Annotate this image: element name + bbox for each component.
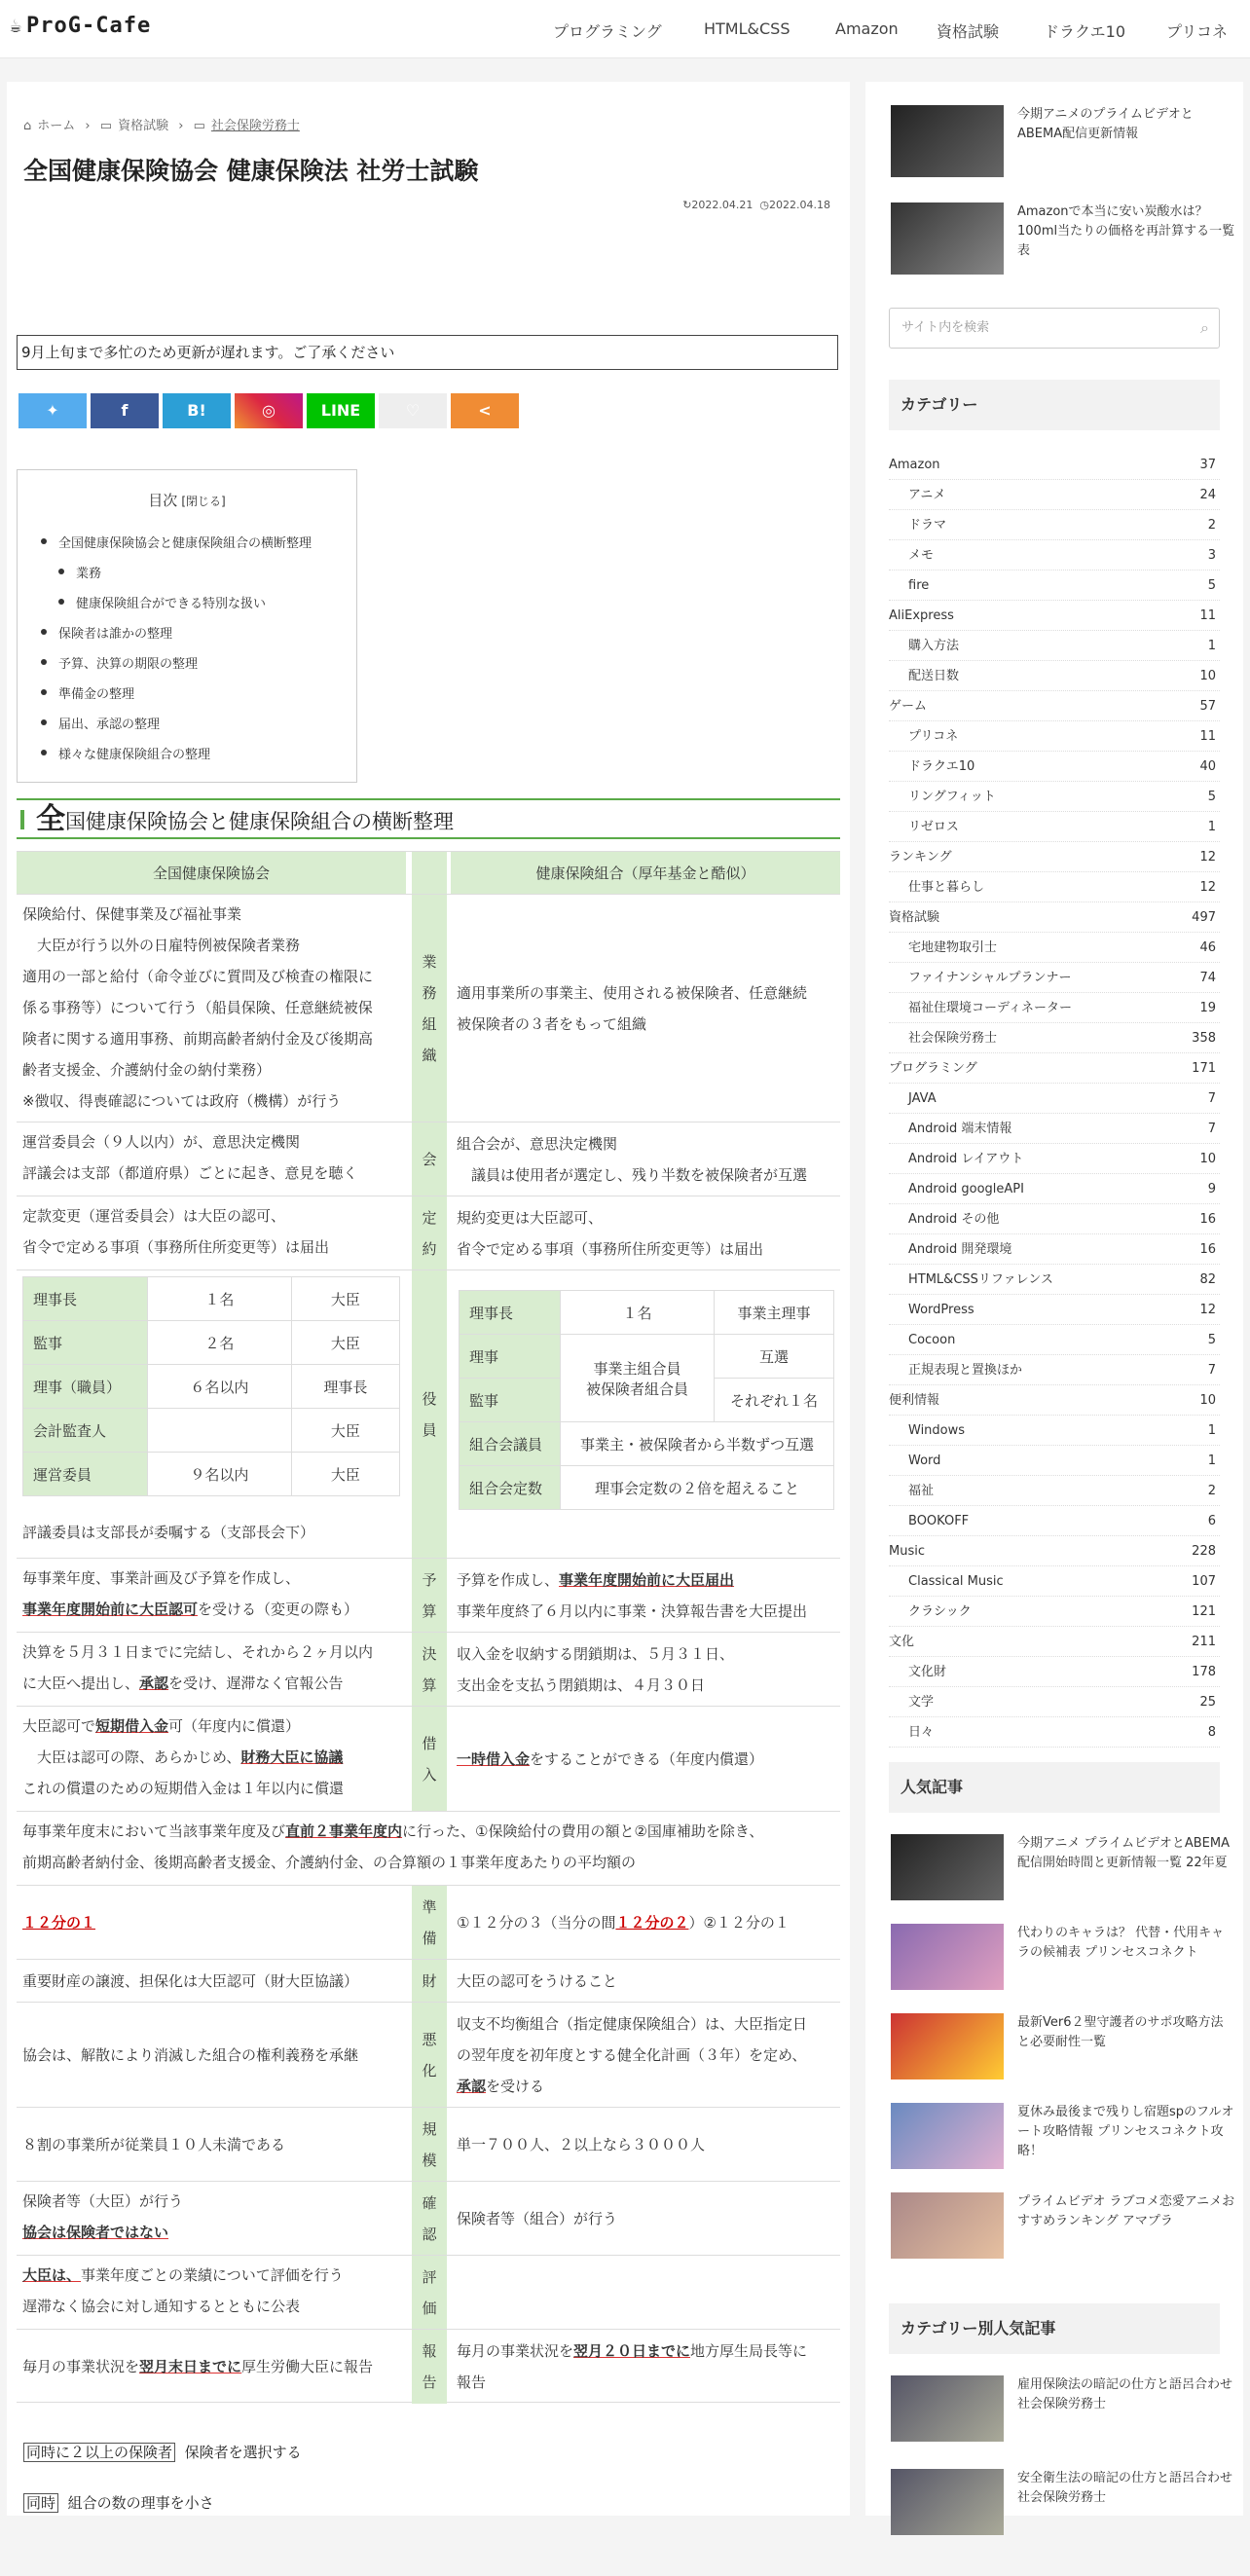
- category-item[interactable]: WordPress 12: [889, 1295, 1220, 1325]
- post-thumbnail: [891, 2192, 1004, 2259]
- category-count: 171: [1192, 1061, 1216, 1076]
- table-row: [17, 1270, 840, 1558]
- category-item[interactable]: Android googleAPI 9: [889, 1174, 1220, 1204]
- category-item[interactable]: BOOKOFF 6: [889, 1506, 1220, 1536]
- category-item[interactable]: メモ 3: [889, 540, 1220, 570]
- category-count: 1: [1207, 820, 1216, 834]
- category-item[interactable]: アニメ 24: [889, 480, 1220, 510]
- category-count: 178: [1192, 1665, 1216, 1679]
- category-item[interactable]: Android 開発環境 16: [889, 1234, 1220, 1265]
- category-item[interactable]: 文化 211: [889, 1627, 1220, 1657]
- instagram-icon: ◎: [262, 401, 276, 420]
- category-item[interactable]: プログラミング 171: [889, 1053, 1220, 1084]
- row-label: 財: [412, 1960, 447, 2003]
- categories-title: カテゴリー: [889, 380, 1220, 430]
- table-row: 協会は、解散により消滅した組合の権利義務を承継 悪化 収支不均衡組合（指定健康保険組合）は、大臣指定日 の翌年度を初年度とする健全化計画（３年）を定め、 承認を受ける: [17, 2002, 840, 2107]
- chevron-right-icon: ›: [178, 119, 184, 133]
- category-count: 5: [1207, 790, 1216, 804]
- category-item[interactable]: ゲーム 57: [889, 691, 1220, 721]
- toc-title: 目次: [148, 492, 178, 509]
- category-item[interactable]: Android レイアウト 10: [889, 1144, 1220, 1174]
- popular-post[interactable]: 夏休み最後まで残りし宿題spのフルオート攻略情報 プリンセスコネクト攻略！: [891, 2103, 1233, 2210]
- toc-item[interactable]: 業務: [41, 563, 312, 593]
- category-item[interactable]: ファイナンシャルプランナー 74: [889, 963, 1220, 993]
- breadcrumb: [23, 115, 306, 133]
- toc-item[interactable]: 届出、承認の整理: [41, 714, 312, 744]
- category-item[interactable]: 文学 25: [889, 1687, 1220, 1717]
- category-item[interactable]: 日々 8: [889, 1717, 1220, 1748]
- table-row: 重要財産の譲渡、担保化は大臣認可（財大臣協議） 財 大臣の認可をうけること: [17, 1959, 840, 2002]
- main-content: [7, 82, 850, 2516]
- category-item[interactable]: 購入方法 1: [889, 631, 1220, 661]
- category-count: 1: [1207, 1423, 1216, 1438]
- category-item[interactable]: 文化財 178: [889, 1657, 1220, 1687]
- category-count: 1: [1207, 639, 1216, 653]
- table-of-contents: [17, 469, 357, 783]
- table-header-row: [17, 851, 840, 894]
- facebook-icon: f: [121, 401, 129, 420]
- table-row: 毎事業年度末において当該事業年度及び直前２事業年度内に行った、①保険給付の費用の額と②国庫補助を除き、 前期高齢者納付金、後期高齢者支援金、介護納付金、の合算額の１事業年度あたりの平均額の: [17, 1811, 840, 1885]
- line-icon: LINE: [320, 401, 361, 420]
- category-count: 3: [1207, 548, 1216, 563]
- post-thumbnail: [891, 2375, 1004, 2442]
- category-item[interactable]: 資格試験 497: [889, 902, 1220, 933]
- toc-item[interactable]: 全国健康保険協会と健康保険組合の横断整理: [41, 533, 312, 563]
- category-item[interactable]: Classical Music 107: [889, 1566, 1220, 1597]
- category-item[interactable]: 社会保険労務士 358: [889, 1023, 1220, 1053]
- table-row: １２分の１ 準備 ①１２分の３（当分の間 １２分の２ ）②１２分の１: [17, 1885, 840, 1959]
- category-item[interactable]: クラシック 121: [889, 1597, 1220, 1627]
- table-row: 定款変更（運営委員会）は大臣の認可、 省令で定める事項（事務所住所変更等）は届出 定約 規約変更は大臣認可、 省令で定める事項（事務所住所変更等）は届出: [17, 1196, 840, 1270]
- category-item[interactable]: Android その他 16: [889, 1204, 1220, 1234]
- facebook-share-button[interactable]: [91, 393, 159, 428]
- row-label: 定約: [412, 1196, 447, 1270]
- toc-item[interactable]: 健康保険組合ができる特別な扱い: [41, 593, 312, 623]
- nav-programming[interactable]: プログラミング: [553, 22, 662, 41]
- category-count: 40: [1199, 759, 1216, 774]
- col-header-kyokai: 全国健康保険協会: [17, 852, 406, 895]
- category-item[interactable]: リングフィット 5: [889, 782, 1220, 812]
- category-count: 8: [1207, 1725, 1216, 1740]
- nav-priconne[interactable]: プリコネ: [1166, 22, 1229, 41]
- table-row: 保険者等（大臣）が行う 協会は保険者ではない 確認 保険者等（組合）が行う: [17, 2181, 840, 2255]
- category-count: 12: [1199, 850, 1216, 865]
- post-thumbnail: [891, 105, 1004, 177]
- category-count: 1: [1207, 1454, 1216, 1468]
- nav-amazon[interactable]: Amazon: [835, 19, 899, 38]
- post-thumbnail: [891, 1834, 1004, 1900]
- category-count: 7: [1207, 1122, 1216, 1136]
- category-count: 121: [1192, 1604, 1216, 1619]
- post-thumbnail: [891, 2103, 1004, 2169]
- instagram-share-button[interactable]: [235, 393, 303, 428]
- category-item[interactable]: リゼロス 1: [889, 812, 1220, 842]
- category-count: 46: [1199, 940, 1216, 955]
- sidebar-post[interactable]: Amazonで本当に安い炭酸水は？100ml当たりの価格を再計算する一覧表: [891, 202, 1233, 310]
- category-item[interactable]: 福祉住環境コーディネーター 19: [889, 993, 1220, 1023]
- col-header-kumiai: 健康保険組合（厚年基金と酷似）: [451, 852, 840, 895]
- category-count: 9: [1207, 1182, 1216, 1196]
- popular-post[interactable]: 今期アニメ プライムビデオとABEMA配信開始時間と更新情報一覧 22年夏: [891, 1834, 1233, 1941]
- heading-accent-bar: [20, 810, 24, 829]
- table-row: 毎月の事業状況を 翌月末日までに 厚生労働大臣に報告 報告 毎月の事業状況を翌月２０日までに地方厚生局長等に 報告: [17, 2329, 840, 2403]
- category-count: 211: [1192, 1635, 1216, 1649]
- coffee-cup-icon: ☕: [10, 14, 23, 37]
- category-count: 358: [1192, 1031, 1216, 1046]
- chevron-right-icon: ›: [85, 119, 91, 133]
- sidebar: [865, 82, 1246, 2516]
- share-icon: <: [478, 401, 492, 420]
- category-item[interactable]: Word 1: [889, 1446, 1220, 1476]
- category-item[interactable]: 仕事と暮らし 12: [889, 872, 1220, 902]
- category-item[interactable]: Android 端末情報 7: [889, 1114, 1220, 1144]
- row-label: 決算: [412, 1633, 447, 1707]
- breadcrumb-home[interactable]: ホーム: [37, 119, 76, 133]
- category-count: 497: [1192, 910, 1216, 925]
- site-header: [0, 0, 1250, 58]
- category-count: 2: [1207, 1484, 1216, 1498]
- category-item[interactable]: ドラマ 2: [889, 510, 1220, 540]
- category-popular-title: カテゴリー別人気記事: [889, 2303, 1220, 2354]
- officers-kumiai-table: 理事長 １名 事業主理事 理事 事業主組合員 被保険者組合員 互選 監事 それぞれ１名 組合会議員 事業主・被保険者から半数ずつ互選 組合会定数 理事会定数の２倍を超えること: [459, 1290, 834, 1510]
- table-row: 大臣は、事業年度ごとの業績について評価を行う 遅滞なく協会に対し通知するとともに公表 評価: [17, 2255, 840, 2329]
- category-count: 12: [1199, 1303, 1216, 1317]
- pocket-share-button[interactable]: [379, 393, 447, 428]
- section-heading: 全国健康保険協会と健康保険組合の横断整理: [17, 798, 840, 839]
- row-label: 予算: [412, 1559, 447, 1633]
- post-thumbnail: [891, 2469, 1004, 2535]
- clock-icon: ◷: [759, 199, 770, 211]
- popular-post[interactable]: 最新Ver6２聖守護者のサポ攻略方法と必要耐性一覧: [891, 2013, 1233, 2120]
- site-logo[interactable]: ☕ ProG-Cafe: [10, 14, 152, 38]
- category-count: 11: [1199, 608, 1216, 623]
- folder-icon: ▭: [193, 119, 205, 133]
- row-label: 会: [412, 1122, 447, 1196]
- toc-item[interactable]: 準備金の整理: [41, 683, 312, 714]
- toc-item[interactable]: 予算、決算の期限の整理: [41, 653, 312, 683]
- category-item[interactable]: ランキング 12: [889, 842, 1220, 872]
- category-count: 82: [1199, 1272, 1216, 1287]
- category-item[interactable]: Windows 1: [889, 1416, 1220, 1446]
- breadcrumb-sharoushi[interactable]: 社会保険労務士: [210, 119, 300, 133]
- post-thumbnail: [891, 202, 1004, 275]
- category-count: 5: [1207, 578, 1216, 593]
- category-item[interactable]: fire 5: [889, 570, 1220, 601]
- category-item[interactable]: 福祉 2: [889, 1476, 1220, 1506]
- category-item[interactable]: HTML&CSSリファレンス 82: [889, 1265, 1220, 1295]
- breadcrumb-exams[interactable]: 資格試験: [118, 119, 169, 133]
- nav-exams[interactable]: 資格試験: [937, 22, 1000, 41]
- sidebar-post[interactable]: 今期アニメのプライムビデオとABEMA配信更新情報: [891, 105, 1233, 212]
- category-item[interactable]: 便利情報 10: [889, 1385, 1220, 1416]
- search-input[interactable]: サイト内を検索 ⌕: [889, 308, 1220, 349]
- table-row: 決算を５月３１日までに完結し、それから２ヶ月以内 に大臣へ提出し、承認を受け、遅滞なく官報公告 決算 収入金を収納する閉鎖期は、５月３１日、 支出金を支払う閉鎖期は、４月３０日: [17, 1632, 840, 1706]
- category-count: 24: [1199, 488, 1216, 502]
- hatena-share-button[interactable]: [163, 393, 231, 428]
- page-title: 全国健康保険協会 健康保険法 社労士試験: [23, 157, 479, 185]
- toc-toggle[interactable]: [閉じる]: [181, 495, 226, 508]
- popular-post[interactable]: 代わりのキャラは？ 代替・代用キャラの候補表 プリンセスコネクト: [891, 1924, 1233, 2031]
- table-row: 毎事業年度、事業計画及び予算を作成し、 事業年度開始前に大臣認可を受ける（変更の際も） 予算 予算を作成し、事業年度開始前に大臣届出 事業年度終了６月以内に事業・決算報告書を大臣提出: [17, 1558, 840, 1632]
- popular-title: 人気記事: [889, 1762, 1220, 1813]
- row-label: 規模: [412, 2108, 447, 2182]
- category-count: 19: [1199, 1001, 1216, 1015]
- category-count: 6: [1207, 1514, 1216, 1528]
- table-row: ８割の事業所が従業員１０人未満である 規模 単一７００人、２以上なら３０００人: [17, 2107, 840, 2181]
- category-count: 107: [1192, 1574, 1216, 1589]
- row-label: 準備: [412, 1886, 447, 1960]
- notice-box: 9月上旬まで多忙のため更新が遅れます。ご了承ください: [17, 335, 838, 370]
- category-count: 16: [1199, 1242, 1216, 1257]
- category-count: 5: [1207, 1333, 1216, 1347]
- footer-line: 同時に２以上の保険者 保険者を選択する: [23, 2442, 302, 2462]
- row-label: 役員: [412, 1270, 447, 1559]
- category-count: 11: [1199, 729, 1216, 744]
- category-count: 10: [1199, 1393, 1216, 1408]
- category-count: 10: [1199, 669, 1216, 683]
- category-count: 7: [1207, 1091, 1216, 1106]
- twitter-share-button[interactable]: [18, 393, 87, 428]
- category-item[interactable]: Music 228: [889, 1536, 1220, 1566]
- nav-htmlcss[interactable]: HTML&CSS: [704, 19, 790, 38]
- share-more-button[interactable]: [451, 393, 519, 428]
- table-row: 大臣認可で短期借入金可（年度内に償還） 大臣は認可の際、あらかじめ、財務大臣に協議 これの償還のための短期借入金は１年以内に償還 借入 一時借入金 をすることができる（年度内償還）: [17, 1706, 840, 1811]
- home-icon: ⌂: [23, 119, 32, 133]
- toc-item[interactable]: 保険者は誰かの整理: [41, 623, 312, 653]
- category-count: 57: [1199, 699, 1216, 714]
- published-date: 2022.04.18: [769, 199, 830, 211]
- category-count: 228: [1192, 1544, 1216, 1559]
- twitter-icon: ✦: [46, 401, 59, 420]
- line-share-button[interactable]: [307, 393, 375, 428]
- category-count: 2: [1207, 518, 1216, 533]
- nav-dq10[interactable]: ドラクエ10: [1044, 22, 1126, 41]
- category-item[interactable]: プリコネ 11: [889, 721, 1220, 752]
- category-count: 37: [1199, 458, 1216, 472]
- category-popular-post[interactable]: 安全衛生法の暗記の仕方と語呂合わせ 社会保険労務士: [891, 2469, 1233, 2576]
- category-item[interactable]: JAVA 7: [889, 1084, 1220, 1114]
- post-thumbnail: [891, 1924, 1004, 1990]
- category-item[interactable]: 正規表現と置換ほか 7: [889, 1355, 1220, 1385]
- row-label: 悪化: [412, 2003, 447, 2108]
- search-icon[interactable]: ⌕: [1200, 318, 1209, 337]
- officers-note: 評議委員は支部長が委嘱する（支部長会下）: [22, 1524, 315, 1541]
- table-row: 運営委員会（９人以内）が、意思決定機関 評議会は支部（都道府県）ごとに起き、意見を聴く 会 組合会が、意思決定機関 議員は使用者が選定し、残り半数を被保険者が互選: [17, 1122, 840, 1196]
- category-count: 12: [1199, 880, 1216, 895]
- table-row: 保険給付、保健事業及び福祉事業 大臣が行う以外の日雇特例被保険者業務 適用の一部と給付（命令並びに質問及び検査の権限に 係る事務等）について行う（船員保険、任意継続被保 険者に関する適用事務、前期高齢者納付金及び後期高 齢者支援金、介護納付金の納付業務） ※徴収、得喪確認については政府（機構）が行う 業務組織 適用事業所の事業主、使用される被保険者、任意継続 被保険者の３者をもって組織: [17, 894, 840, 1122]
- category-count: 25: [1199, 1695, 1216, 1710]
- popular-post[interactable]: プライムビデオ ラブコメ恋愛アニメおすすめランキング アマプラ: [891, 2192, 1233, 2300]
- officers-kyokai-table: 理事長 １名 大臣 監事 ２名 大臣 理事（職員） ６名以内 理事長 会計監査人 大臣 運営委員 ９名以内 大臣: [22, 1276, 400, 1496]
- category-item[interactable]: Amazon 37: [889, 450, 1220, 480]
- category-count: 10: [1199, 1152, 1216, 1166]
- row-label: 業務組織: [412, 895, 447, 1122]
- refresh-icon: ↻: [682, 199, 692, 211]
- category-item[interactable]: 宅地建物取引士 46: [889, 933, 1220, 963]
- category-popular-post[interactable]: 雇用保険法の暗記の仕方と語呂合わせ 社会保険労務士: [891, 2375, 1233, 2483]
- row-label: 借入: [412, 1707, 447, 1812]
- hatena-icon: B!: [187, 401, 206, 420]
- category-item[interactable]: ドラクエ10 40: [889, 752, 1220, 782]
- row-label: 評価: [412, 2256, 447, 2330]
- row-label: 報告: [412, 2330, 447, 2404]
- post-thumbnail: [891, 2013, 1004, 2079]
- category-item[interactable]: 配送日数 10: [889, 661, 1220, 691]
- category-count: 16: [1199, 1212, 1216, 1227]
- row-label: 確認: [412, 2182, 447, 2256]
- pocket-icon: ♡: [405, 401, 421, 420]
- category-count: 7: [1207, 1363, 1216, 1378]
- toc-item[interactable]: 様々な健康保険組合の整理: [41, 744, 312, 774]
- footer-line: 同時 組合の数の理事を小さ: [23, 2492, 214, 2513]
- toc-list: [41, 533, 312, 774]
- folder-icon: ▭: [99, 119, 113, 133]
- category-count: 74: [1199, 971, 1216, 985]
- post-dates: [682, 199, 830, 211]
- category-item[interactable]: AliExpress 11: [889, 601, 1220, 631]
- category-item[interactable]: Cocoon 5: [889, 1325, 1220, 1355]
- updated-date: 2022.04.21: [691, 199, 754, 211]
